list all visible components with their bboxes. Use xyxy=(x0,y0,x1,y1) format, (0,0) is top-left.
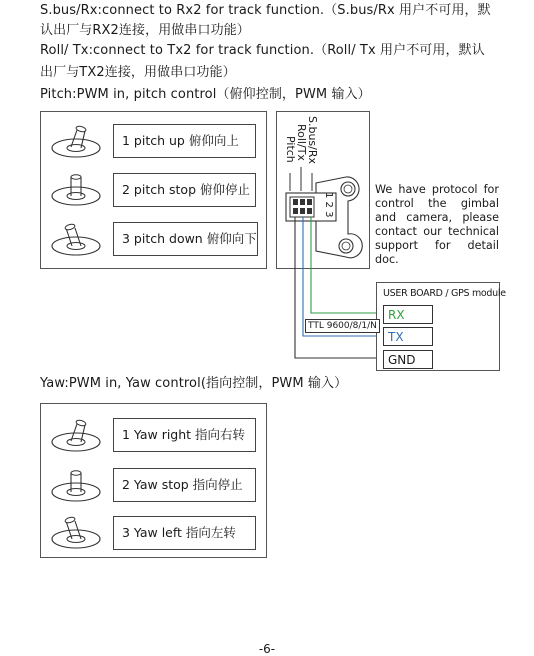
intro-line-5: Pitch:PWM in, pitch control（俯仰控制，PWM 输入） xyxy=(40,87,371,102)
user-board-title: USER BOARD / GPS module xyxy=(383,288,506,299)
protocol-note: We have protocol for control the gimbal and camera, please contact our technical support for detail doc. xyxy=(375,183,499,266)
page-number: -6- xyxy=(258,642,276,656)
ttl-spec-label: TTL 9600/8/1/N xyxy=(305,319,380,333)
rx-pin: RX xyxy=(383,305,433,324)
joystick-right-icon xyxy=(48,414,104,454)
connector-label-sbus-rx: S.bus/Rx xyxy=(306,116,319,165)
intro-line-3: Roll/ Tx:connect to Tx2 for track function.（Roll/ Tx 用户不可用，默认 xyxy=(40,43,485,58)
yaw-heading: Yaw:PWM in, Yaw control(指向控制，PWM 输入） xyxy=(40,376,348,391)
gnd-pin: GND xyxy=(383,350,433,369)
tx-pin: TX xyxy=(383,327,433,346)
yaw-option-stop: 2 Yaw stop 指向停止 xyxy=(113,468,256,502)
yaw-option-left: 3 Yaw left 指向左转 xyxy=(113,516,256,550)
pitch-option-stop: 2 pitch stop 俯仰停止 xyxy=(113,173,256,207)
yaw-option-right: 1 Yaw right 指向右转 xyxy=(113,418,256,452)
pitch-option-up: 1 pitch up 俯仰向上 xyxy=(113,124,256,158)
intro-line-4: 出厂与TX2连接，用做串口功能） xyxy=(40,65,236,80)
intro-line-2: 认出厂与RX2连接，用做串口功能） xyxy=(40,23,250,38)
connector-label-pitch: Pitch xyxy=(284,136,297,163)
connector-pin-numbers: 1 2 3 xyxy=(323,192,334,218)
connector-label-roll-tx: Roll/Tx xyxy=(295,124,308,161)
joystick-left-icon xyxy=(48,511,104,551)
intro-line-1: S.bus/Rx:connect to Rx2 for track function.（S.bus/Rx 用户不可用，默 xyxy=(40,3,491,18)
pitch-option-down: 3 pitch down 俯仰向下 xyxy=(113,222,258,256)
joystick-yaw-stop-icon xyxy=(48,464,104,504)
